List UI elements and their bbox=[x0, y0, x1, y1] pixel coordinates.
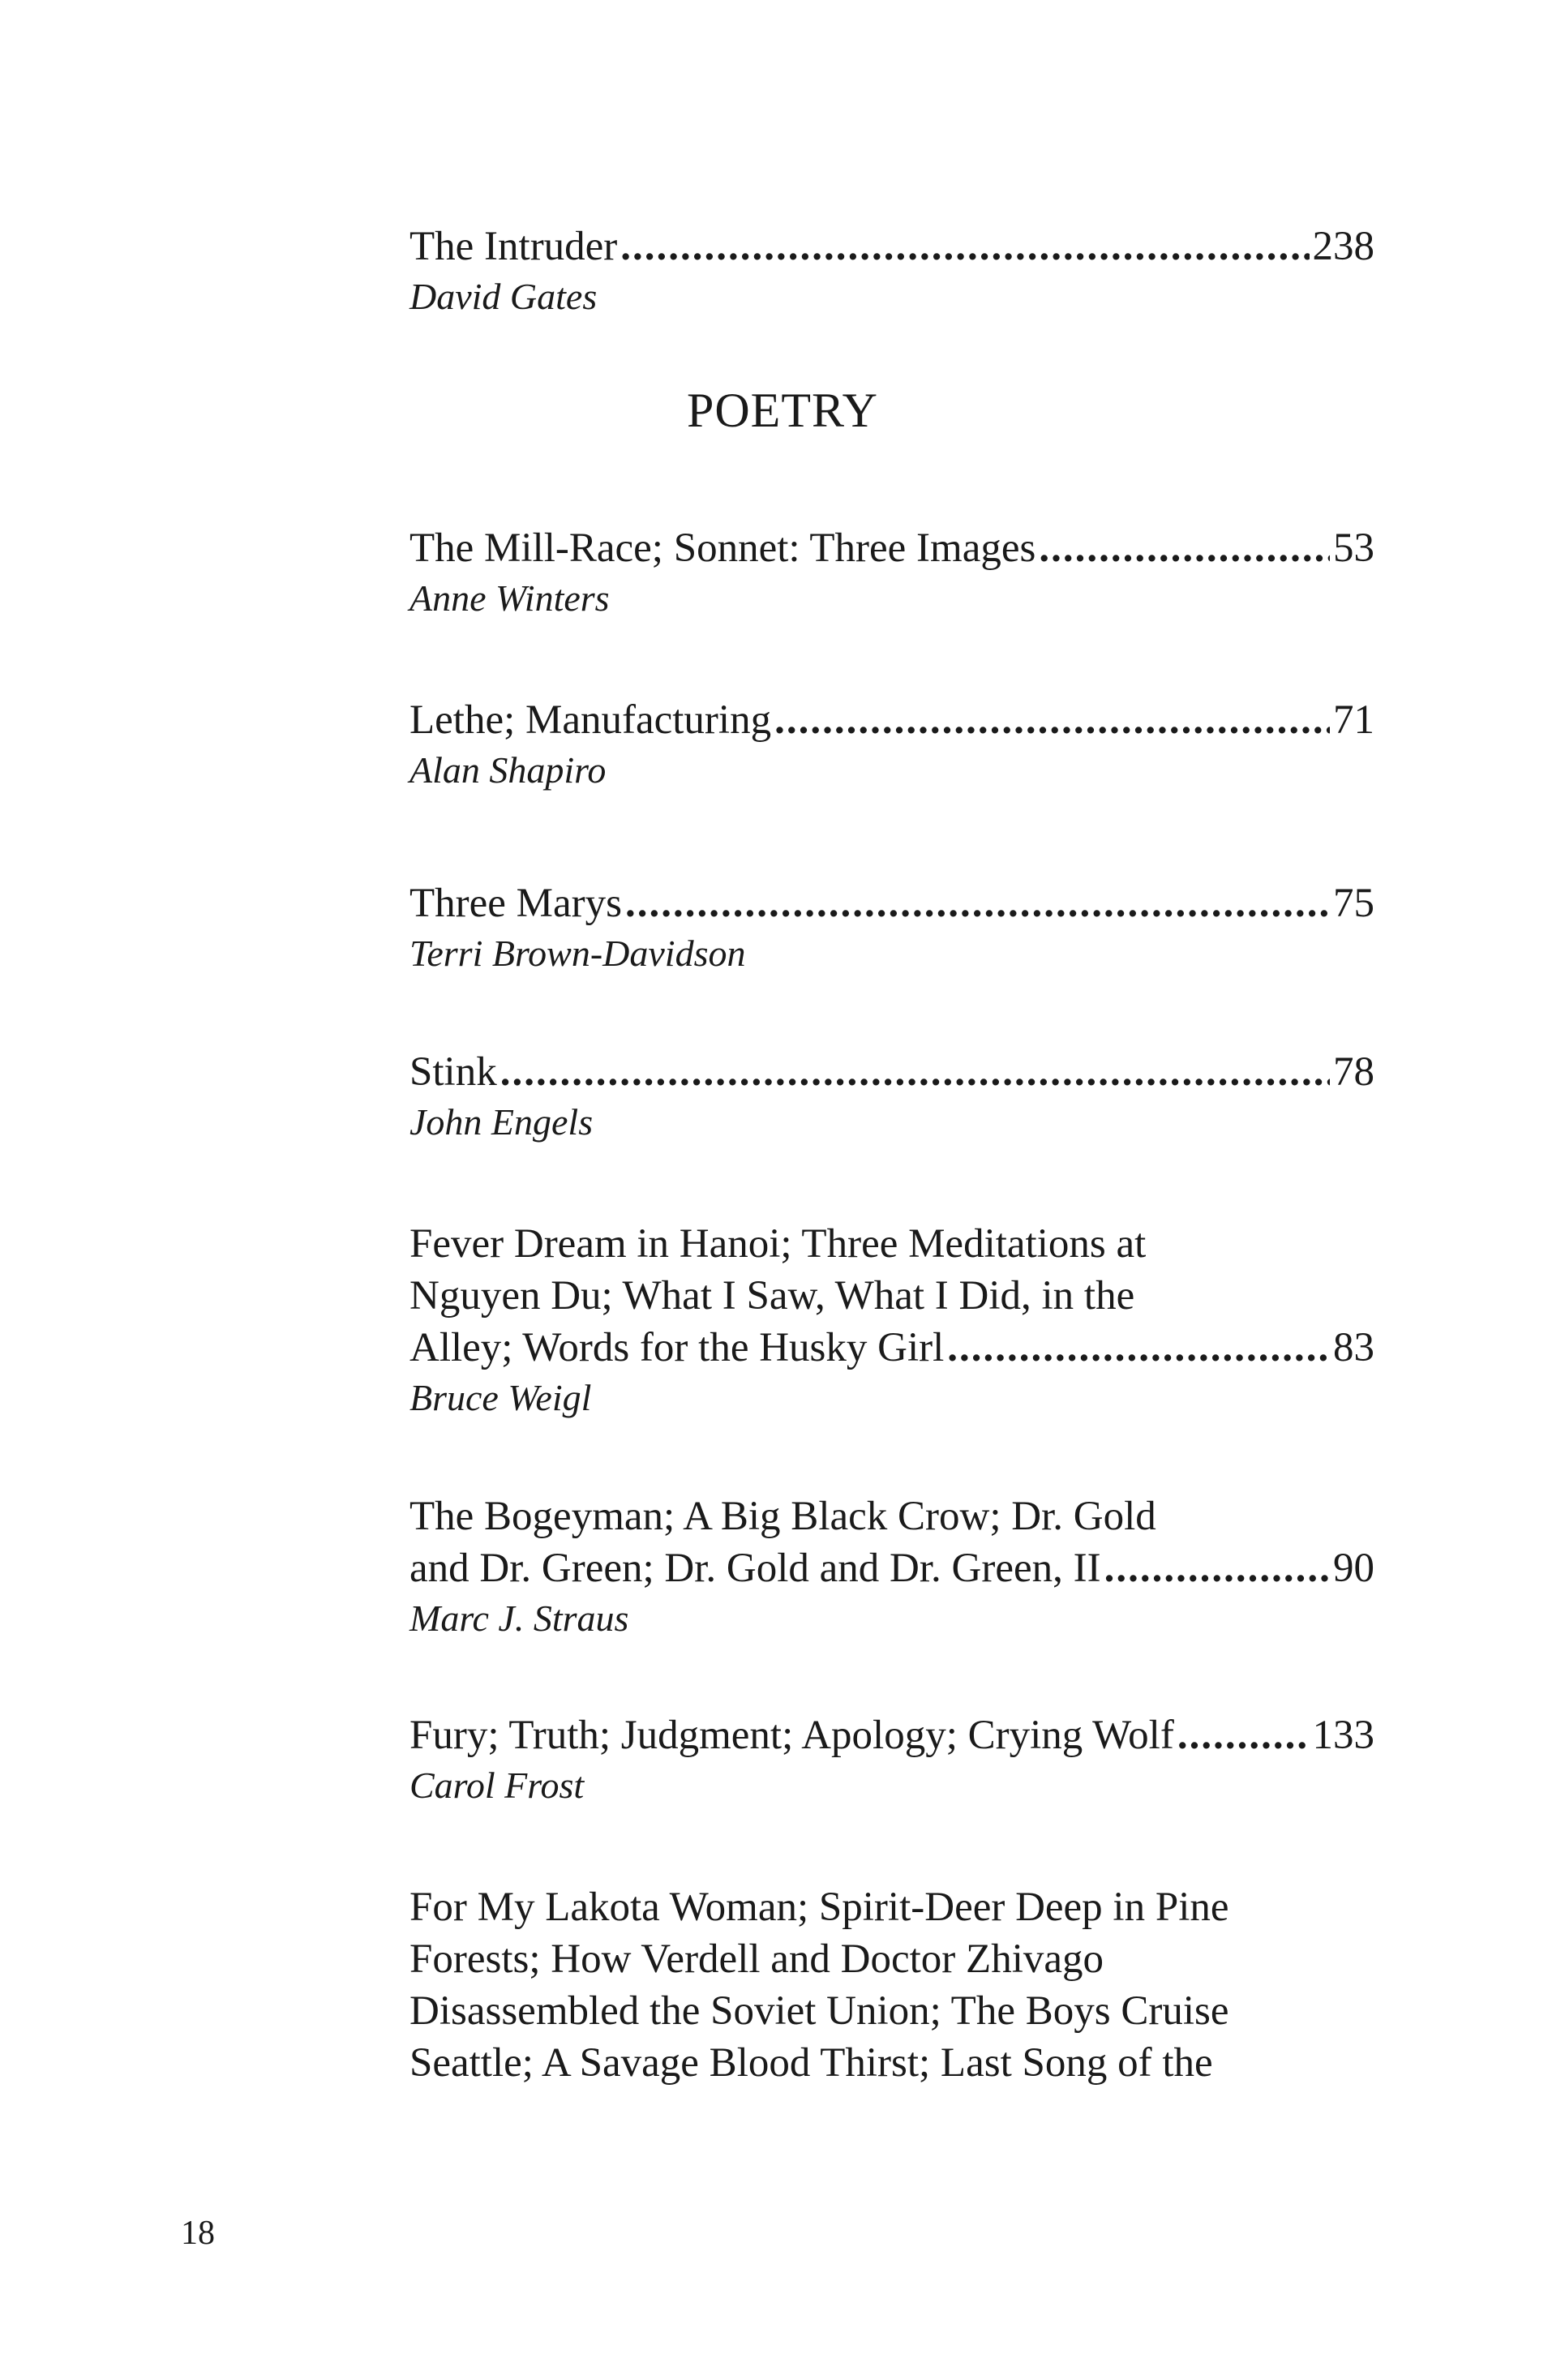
entry-page: 75 bbox=[1333, 881, 1374, 926]
toc-entry bbox=[409, 522, 1374, 623]
entry-author: Alan Shapiro bbox=[409, 749, 607, 791]
entry-title: and Dr. Green; Dr. Gold and Dr. Green, II bbox=[409, 1546, 1101, 1591]
entry-title: Fury; Truth; Judgment; Apology; Crying Wolf bbox=[409, 1713, 1174, 1758]
entry-page: 238 bbox=[1312, 224, 1374, 269]
entry-author: Marc J. Straus bbox=[409, 1597, 629, 1639]
section-title: POETRY bbox=[686, 384, 879, 437]
toc-entry bbox=[409, 1709, 1374, 1810]
entry-page: 90 bbox=[1333, 1546, 1374, 1591]
entry-page: 78 bbox=[1333, 1049, 1374, 1095]
leader-dots bbox=[625, 877, 1330, 929]
toc-entry bbox=[409, 694, 1374, 795]
leader-dots bbox=[1039, 522, 1330, 574]
entry-page: 53 bbox=[1333, 525, 1374, 571]
entry-title-line: Fever Dream in Hanoi; Three Meditations at bbox=[409, 1221, 1147, 1267]
entry-title-line: Disassembled the Soviet Union; The Boys Cruise bbox=[409, 1988, 1229, 2034]
entry-author: Anne Winters bbox=[409, 577, 610, 619]
entry-author: John Engels bbox=[409, 1101, 594, 1143]
toc-entry bbox=[409, 877, 1374, 978]
toc-entry-continued bbox=[409, 1881, 1374, 2089]
entry-title-line: The Bogeyman; A Big Black Crow; Dr. Gold bbox=[409, 1494, 1156, 1539]
entry-title: The Intruder bbox=[409, 224, 618, 269]
entry-page: 83 bbox=[1333, 1325, 1374, 1370]
toc-entry bbox=[409, 1490, 1374, 1643]
entry-title: Three Marys bbox=[409, 881, 622, 926]
leader-dots bbox=[620, 221, 1309, 272]
entry-page: 133 bbox=[1312, 1713, 1374, 1758]
entry-title-line: Seattle; A Savage Blood Thirst; Last Song of the bbox=[409, 2040, 1213, 2086]
entry-title-line: Nguyen Du; What I Saw, What I Did, in the bbox=[409, 1273, 1135, 1319]
page-number: 18 bbox=[181, 2215, 215, 2252]
toc-entry bbox=[409, 221, 1374, 321]
entry-page: 71 bbox=[1333, 697, 1374, 743]
entry-title: Alley; Words for the Husky Girl bbox=[409, 1325, 945, 1370]
leader-dots bbox=[1104, 1542, 1330, 1594]
entry-title: The Mill-Race; Sonnet: Three Images bbox=[409, 525, 1036, 571]
entry-title: Stink bbox=[409, 1049, 497, 1095]
leader-dots bbox=[500, 1046, 1330, 1098]
leader-dots bbox=[947, 1322, 1330, 1374]
toc-entry bbox=[409, 1046, 1374, 1147]
entry-author: David Gates bbox=[409, 276, 598, 317]
entry-author: Carol Frost bbox=[409, 1765, 585, 1806]
entry-title-line: Forests; How Verdell and Doctor Zhivago bbox=[409, 1936, 1104, 1982]
entry-author: Bruce Weigl bbox=[409, 1377, 592, 1418]
leader-dots bbox=[1177, 1709, 1310, 1761]
entry-title: Lethe; Manufacturing bbox=[409, 697, 772, 743]
entry-author: Terri Brown-Davidson bbox=[409, 933, 746, 974]
entry-title-line: For My Lakota Woman; Spirit-Deer Deep in Pine bbox=[409, 1885, 1229, 1930]
toc-entry bbox=[409, 1218, 1374, 1422]
leader-dots bbox=[774, 694, 1330, 746]
